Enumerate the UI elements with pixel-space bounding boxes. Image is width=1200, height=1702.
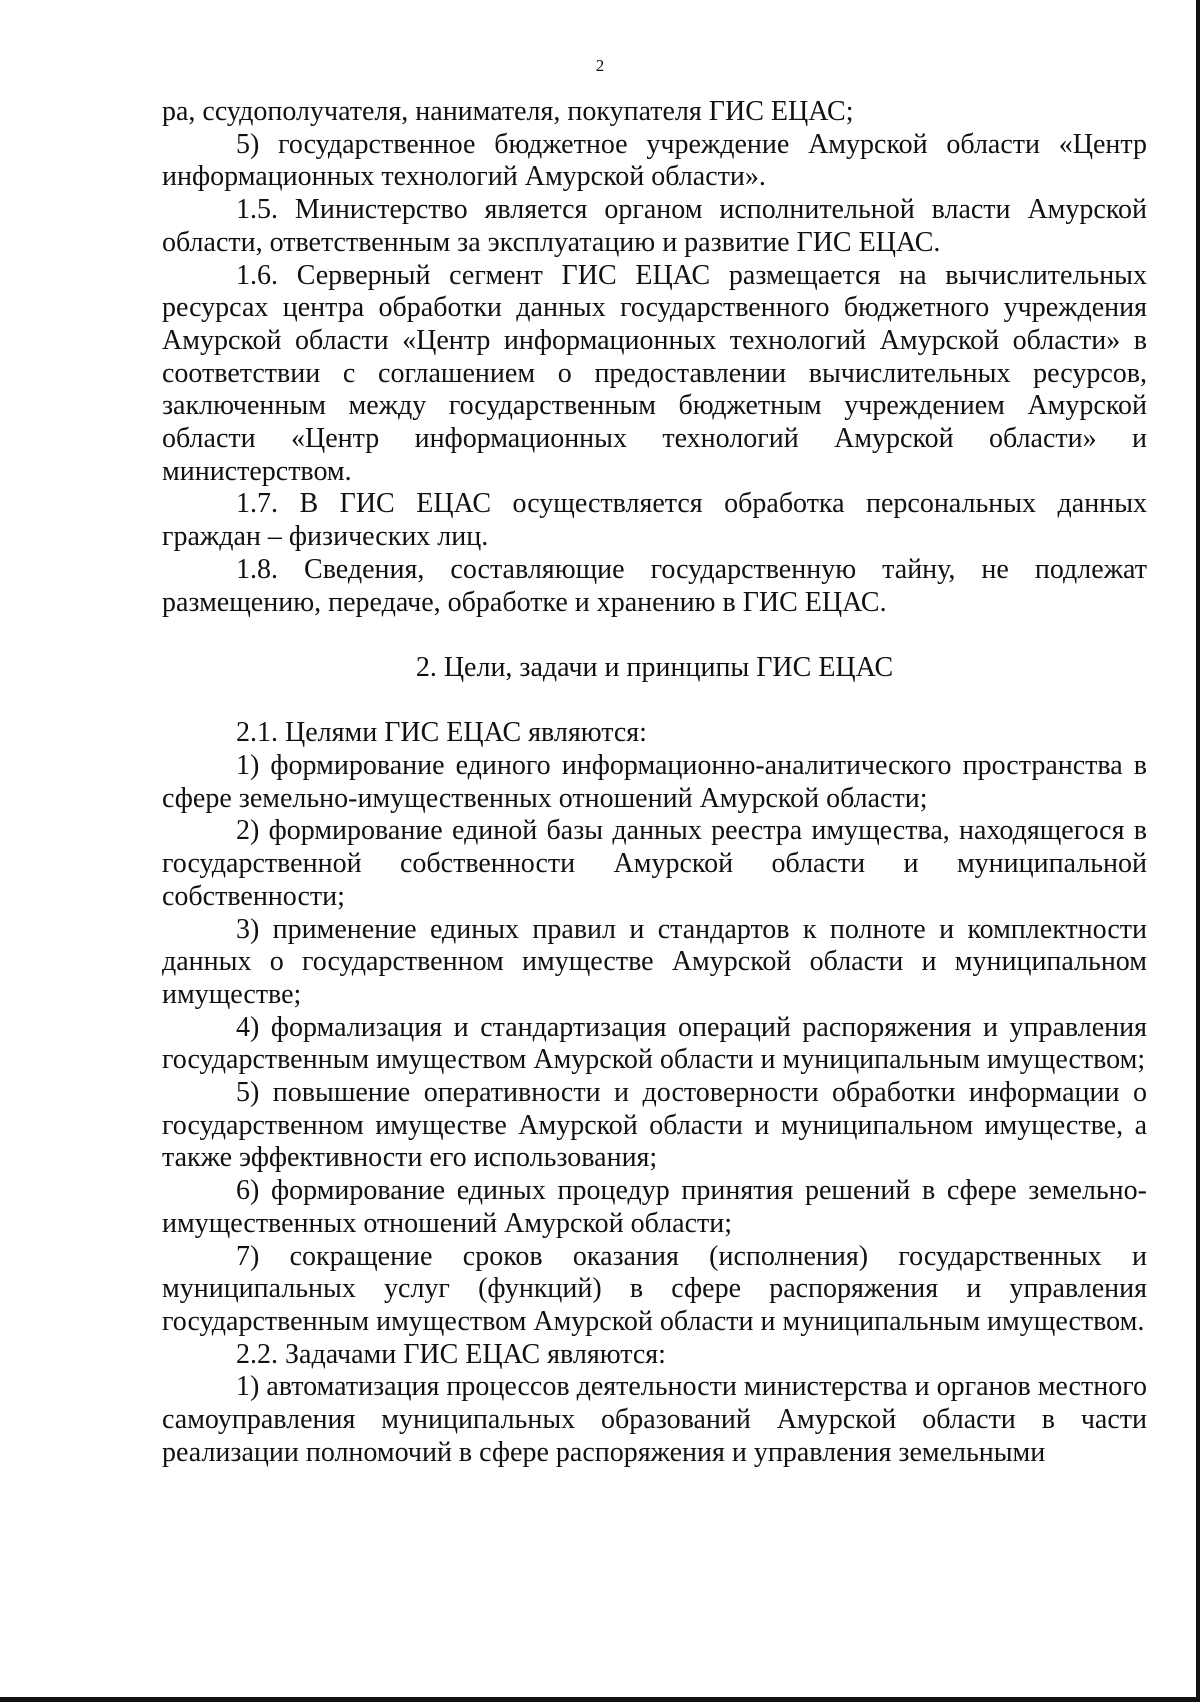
paragraph: 1.8. Сведения, составляющие государственную тайну, не подлежат размещению, передаче, обработке и хранению в ГИС ЕЦАС. <box>162 553 1147 618</box>
list-item: 7) сокращение сроков оказания (исполнения) государственных и муниципальных услуг (функций) в сфере распоряжения и управления государственным имуществом Амурской области и муниципальным имуществом. <box>162 1240 1147 1337</box>
paragraph: 2.2. Задачами ГИС ЕЦАС являются: <box>236 1338 666 1370</box>
list-item: 1) формирование единого информационно-аналитического пространства в сфере земельно-имущественных отношений Амурской области; <box>162 750 1147 814</box>
list-item: 2) формирование единой базы данных реестра имущества, находящегося в государственной собственности Амурской области и муниципальной собственности; <box>162 815 1147 912</box>
document-body <box>162 96 1147 1470</box>
page-number: 2 <box>595 56 605 75</box>
paragraph: 1.6. Серверный сегмент ГИС ЕЦАС размещается на вычислительных ресурсах центра обработки данных государственного бюджетного учреждения Амурской области «Центр информационных технологий Амурской области» в соответствии с соглашением о предоставлении вычислительных ресурсов, заключенным между государственным бюджетным учреждением Амурской области «Центр информационных технологий Амурской области» и министерством. <box>162 259 1147 487</box>
paragraph: 1.7. В ГИС ЕЦАС осуществляется обработка персональных данных граждан – физических лиц. <box>162 488 1147 553</box>
list-item: 6) формирование единых процедур принятия решений в сфере земельно-имущественных отношений Амурской области; <box>162 1175 1147 1239</box>
paragraph: ра, ссудополучателя, нанимателя, покупателя ГИС ЕЦАС; <box>162 96 854 127</box>
paragraph: 1.5. Министерство является органом исполнительной власти Амурской области, ответственным за эксплуатацию и развитие ГИС ЕЦАС. <box>162 194 1147 258</box>
section-heading: 2. Цели, задачи и принципы ГИС ЕЦАС <box>415 651 894 683</box>
paragraph: 2.1. Целями ГИС ЕЦАС являются: <box>236 717 647 749</box>
list-item: 3) применение единых правил и стандартов к полноте и комплектности данных о государственном имуществе Амурской области и муниципальном имуществе; <box>162 913 1147 1010</box>
list-item: 5) повышение оперативности и достоверности обработки информации о государственном имуществе Амурской области и муниципальном имуществе, а также эффективности его использования; <box>162 1077 1147 1174</box>
paragraph: 5) государственное бюджетное учреждение Амурской области «Центр информационных технологий Амурской области». <box>162 128 1147 193</box>
list-item: 4) формализация и стандартизация операций распоряжения и управления государственным имуществом Амурской области и муниципальным имуществом; <box>162 1011 1147 1076</box>
spacer <box>162 685 1147 718</box>
list-item: 1) автоматизация процессов деятельности министерства и органов местного самоуправления муниципальных образований Амурской области в части реализации полномочий в сфере распоряжения и управления земельными <box>162 1371 1147 1468</box>
spacer <box>162 619 1147 652</box>
